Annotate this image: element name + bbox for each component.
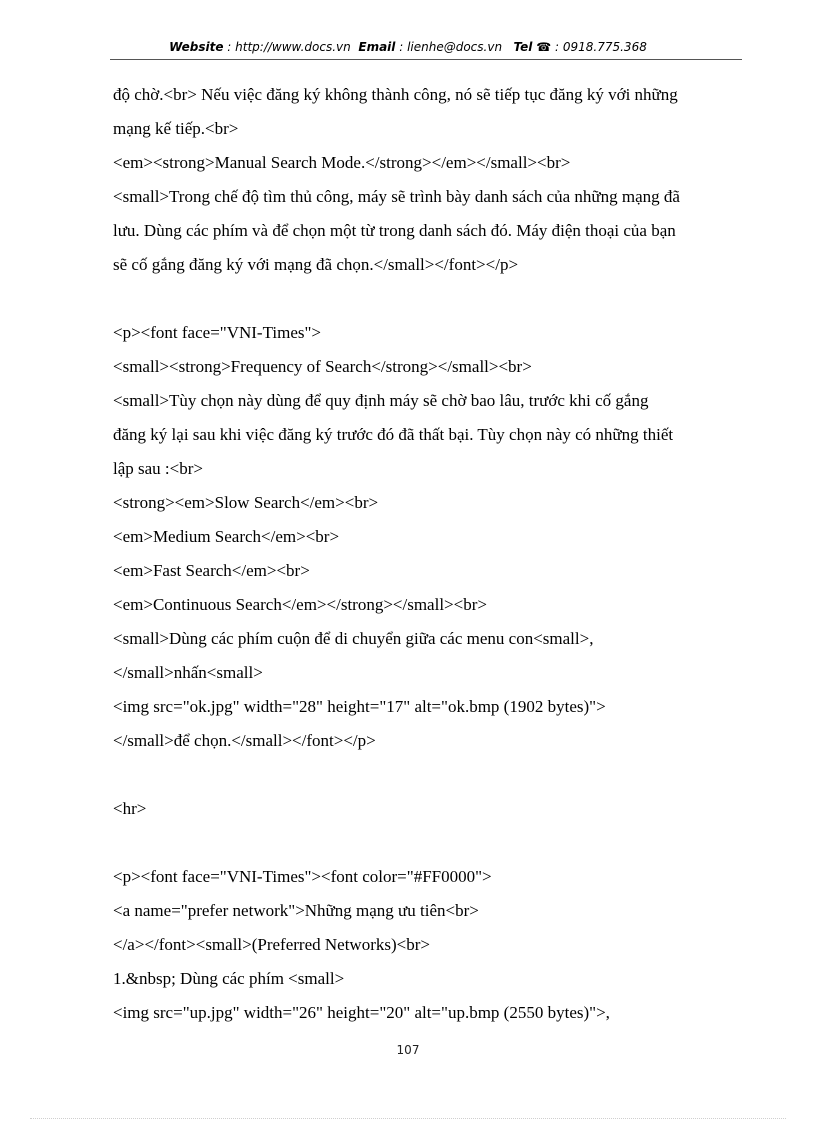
phone-icon: ☎ [536,40,552,54]
tel-separator: : [551,40,563,54]
tel-number: 0918.775.368 [562,40,647,54]
text-line: đăng ký lại sau khi việc đăng ký trước đó đã thất bại. Tùy chọn này có những thiết [113,425,674,444]
blank-line [113,282,743,316]
text-line: <img src="ok.jpg" width="28" height="17" alt="ok.bmp (1902 bytes)"> [113,697,606,716]
text-line: <a name="prefer network">Những mạng ưu tiên<br> [113,901,479,920]
text-line: <strong><em>Slow Search</em><br> [113,493,379,512]
blank-line [113,758,743,792]
text-line: mạng kế tiếp.<br> [113,119,239,138]
blank-line [113,826,743,860]
website-separator: : [223,40,236,54]
text-line: <em>Continuous Search</em></strong></small><br> [113,595,487,614]
text-line: <img src="up.jpg" width="26" height="20" alt="up.bmp (2550 bytes)">, [113,1003,610,1022]
email-address[interactable]: lienhe@docs.vn [407,40,503,54]
text-line: 1.&nbsp; Dùng các phím <small> [113,969,345,988]
text-line: <small>Trong chế độ tìm thủ công, máy sẽ trình bày danh sách của những mạng đã [113,187,680,206]
text-line: độ chờ.<br> Nếu việc đăng ký không thành công, nó sẽ tiếp tục đăng ký với những [113,85,678,104]
header-divider [110,59,742,60]
text-line: </a></font><small>(Preferred Networks)<br> [113,935,430,954]
document-body [113,78,743,1030]
page-number: 107 [396,1043,420,1057]
text-line: <em>Medium Search</em><br> [113,527,340,546]
text-line: </small>để chọn.</small></font></p> [113,731,376,750]
text-line: <em>Fast Search</em><br> [113,561,310,580]
text-line: <hr> [113,799,147,818]
text-line: <small>Tùy chọn này dùng để quy định máy sẽ chờ bao lâu, trước khi cố gắng [113,391,649,410]
tel-label: Tel [513,40,533,54]
text-line: lập sau :<br> [113,459,203,478]
email-label: Email [358,40,396,54]
text-line: <small>Dùng các phím cuộn để di chuyển giữa các menu con<small>, [113,629,594,648]
text-line: lưu. Dùng các phím và để chọn một từ trong danh sách đó. Máy điện thoại của bạn [113,221,676,240]
text-line: </small>nhấn<small> [113,663,263,682]
website-url[interactable]: http://www.docs.vn [235,40,351,54]
website-label: Website [169,40,224,54]
text-line: sẽ cố gắng đăng ký với mạng đã chọn.</small></font></p> [113,255,519,274]
text-line: <p><font face="VNI-Times"><font color="#FF0000"> [113,867,492,886]
email-separator: : [395,40,408,54]
text-line: <p><font face="VNI-Times"> [113,323,322,342]
text-line: <em><strong>Manual Search Mode.</strong></em></small><br> [113,153,571,172]
bottom-divider [30,1118,786,1119]
text-line: <small><strong>Frequency of Search</strong></small><br> [113,357,532,376]
page-header [0,40,816,54]
